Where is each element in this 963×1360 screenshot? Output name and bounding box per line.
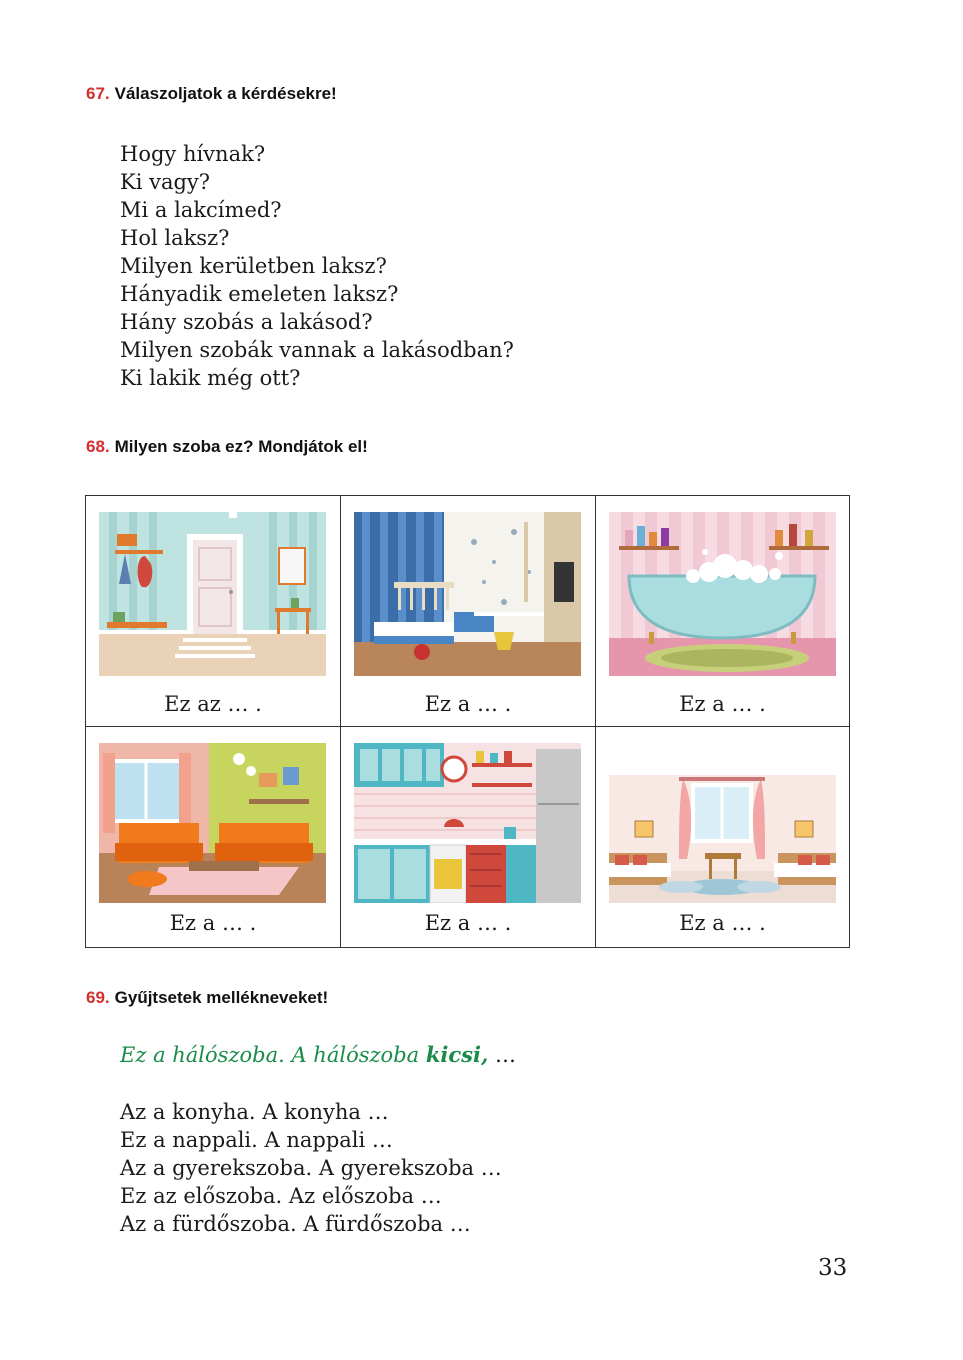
question-item: Hogy hívnak? <box>120 142 266 166</box>
room-cell <box>86 727 341 947</box>
page-number: 33 <box>818 1255 848 1281</box>
rooms-table <box>85 495 850 948</box>
question-item: Milyen szobák vannak a lakásodban? <box>120 338 514 362</box>
example-adjective: kicsi, <box>425 1042 489 1067</box>
living-room-illustration <box>99 743 326 903</box>
question-item: Ki lakik még ott? <box>120 366 301 390</box>
exercise-sentence: Ez a nappali. A nappali … <box>120 1128 393 1152</box>
room-caption: Ez az … . <box>164 692 262 716</box>
task-title: Gyűjtsetek mellékneveket! <box>114 988 329 1007</box>
kitchen-illustration <box>354 743 581 903</box>
question-item: Milyen kerületben laksz? <box>120 254 387 278</box>
room-cell <box>596 727 849 947</box>
task-number: 67. <box>86 84 110 103</box>
question-item: Mi a lakcímed? <box>120 198 282 222</box>
exercise-sentence: Az a konyha. A konyha … <box>120 1100 389 1124</box>
bedroom-illustration <box>609 775 836 903</box>
question-item: Hol laksz? <box>120 226 230 250</box>
example-sentence <box>120 1042 516 1067</box>
hallway-illustration <box>99 512 326 676</box>
example-text: Ez a hálószoba. A hálószoba <box>120 1043 426 1067</box>
question-item: Hányadik emeleten laksz? <box>120 282 399 306</box>
task-title: Válaszoljatok a kérdésekre! <box>114 84 337 103</box>
room-cell <box>341 496 596 727</box>
task-69-heading <box>86 988 328 1008</box>
task-title: Milyen szoba ez? Mondjátok el! <box>114 437 368 456</box>
room-cell <box>596 496 849 727</box>
room-caption: Ez a … . <box>424 692 512 716</box>
task-number: 69. <box>86 988 110 1007</box>
room-cell <box>86 496 341 727</box>
task-67-heading <box>86 84 337 104</box>
room-caption: Ez a … . <box>169 911 257 935</box>
exercise-sentence: Az a fürdőszoba. A fürdőszoba … <box>120 1212 471 1236</box>
room-cell <box>341 727 596 947</box>
task-68-heading <box>86 437 368 457</box>
room-caption: Ez a … . <box>679 911 766 935</box>
task-number: 68. <box>86 437 110 456</box>
kids-room-illustration <box>354 512 581 676</box>
exercise-sentence: Ez az előszoba. Az előszoba … <box>120 1184 442 1208</box>
exercise-sentence: Az a gyerekszoba. A gyerekszoba … <box>120 1156 502 1180</box>
exercise-sentences <box>120 1098 502 1238</box>
question-item: Ki vagy? <box>120 170 211 194</box>
question-item: Hány szobás a lakásod? <box>120 310 373 334</box>
room-caption: Ez a … . <box>679 692 766 716</box>
question-list <box>120 140 514 392</box>
bathroom-illustration <box>609 512 836 676</box>
example-ellipsis: … <box>488 1043 516 1067</box>
room-caption: Ez a … . <box>424 911 512 935</box>
